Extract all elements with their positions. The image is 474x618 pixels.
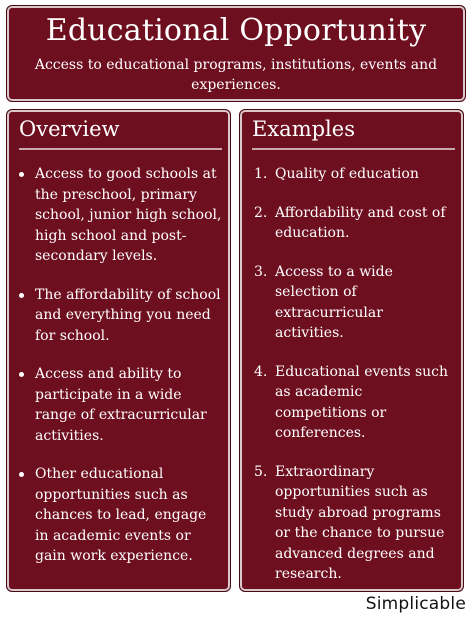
page-subtitle: Access to educational programs, institutions, events and experiences. <box>34 57 438 93</box>
item-number: 4. <box>254 363 268 380</box>
list-item <box>15 364 222 446</box>
list-item <box>248 362 455 444</box>
overview-card <box>6 109 231 592</box>
bullet-icon <box>19 472 24 477</box>
list-item <box>248 262 455 344</box>
examples-card <box>239 109 464 592</box>
list-item <box>15 464 222 567</box>
item-number: 2. <box>254 204 268 221</box>
overview-heading: Overview <box>19 116 222 150</box>
list-item-text: Other educational opportunities such as chances to lead, engage in academic events or gain work experience. <box>35 466 207 564</box>
bullet-icon <box>19 372 24 377</box>
header-card <box>6 5 466 102</box>
brand-logo: Simplicable <box>365 594 466 614</box>
list-item <box>248 164 455 185</box>
overview-list <box>15 164 222 567</box>
list-item <box>15 164 222 267</box>
list-item-text: Access to good schools at the preschool, primary school, junior high school, high school and post-secondary levels. <box>35 166 222 264</box>
list-item-text: Access and ability to participate in a wide range of extracurricular activities. <box>35 366 207 444</box>
list-item-text: Educational events such as academic competitions or conferences. <box>275 363 449 441</box>
list-item-text: Quality of education <box>275 166 419 182</box>
examples-heading: Examples <box>252 116 455 150</box>
bullet-icon <box>19 172 24 177</box>
list-item-text: Affordability and cost of education. <box>275 204 446 241</box>
examples-list <box>248 164 455 585</box>
item-number: 1. <box>254 166 268 182</box>
list-item-text: The affordability of school and everything you need for school. <box>35 286 221 344</box>
list-item-text: Access to a wide selection of extracurricular activities. <box>275 263 393 341</box>
bullet-icon <box>19 293 24 298</box>
item-number: 5. <box>254 463 268 480</box>
item-number: 3. <box>254 263 268 280</box>
list-item <box>15 285 222 347</box>
page-title: Educational Opportunity <box>45 13 427 48</box>
list-item-text: Extraordinary opportunities such as study abroad programs or the chance to pursue advanced degrees and research. <box>275 463 445 582</box>
list-item <box>248 203 455 244</box>
list-item <box>248 462 455 585</box>
